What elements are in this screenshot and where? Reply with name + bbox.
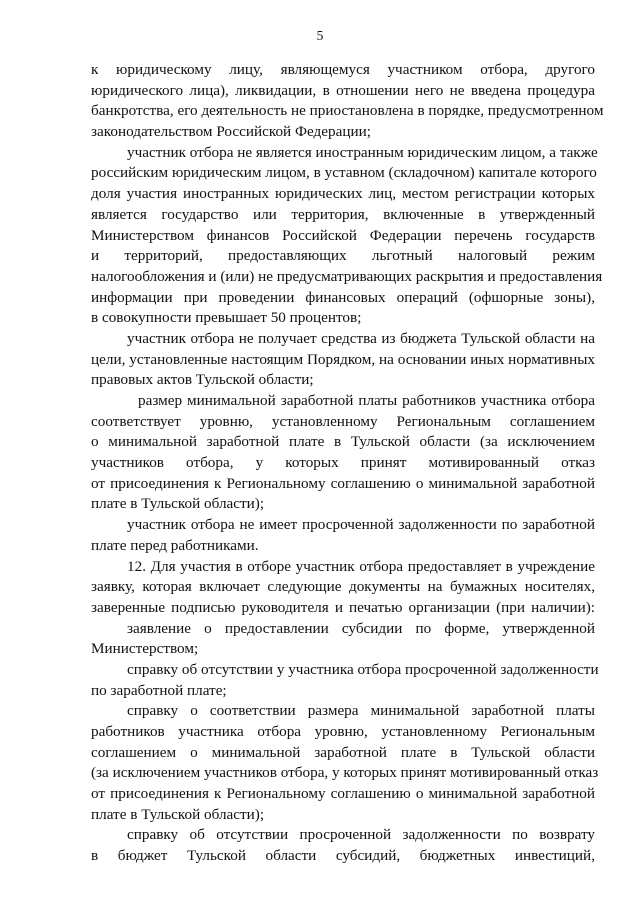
text-line: информации при проведении финансовых операций (офшорные зоны), xyxy=(91,288,595,306)
text-line: Министерством; xyxy=(91,640,199,658)
text-line: работников участника отбора уровню, установленному Региональным xyxy=(91,723,595,740)
text-line: заверенные подписью руководителя и печатью организации (при наличии): xyxy=(91,598,595,616)
page-number: 5 xyxy=(316,28,324,43)
text-line: справку о соответствии размера минимальной заработной платы xyxy=(127,702,595,720)
text-line: цели, установленные настоящим Порядком, на основании иных нормативных xyxy=(91,350,595,368)
text-line: доля участия иностранных юридических лиц, местом регистрации которых xyxy=(91,185,595,203)
text-line: правовых актов Тульской области; xyxy=(91,371,314,389)
text-line: Министерством финансов Российской Федерации перечень государств xyxy=(91,226,595,244)
text-line: является государство или территория, включенные в утвержденный xyxy=(91,205,595,223)
text-line: и территорий, предоставляющих льготный налоговый режим xyxy=(91,247,595,265)
text-line: 12. Для участия в отборе участник отбора предоставляет в учреждение xyxy=(127,557,595,575)
text-line: законодательством Российской Федерации; xyxy=(91,123,371,141)
text-line: к юридическому лицу, являющемуся участником отбора, другого xyxy=(91,61,595,78)
text-line: от присоединения к Региональному соглашению о минимальной заработной xyxy=(91,785,595,803)
text-line: заявку, которая включает следующие документы на бумажных носителях, xyxy=(91,578,595,596)
text-line: справку об отсутствии у участника отбора просроченной задолженности xyxy=(127,660,599,678)
text-line: плате в Тульской области); xyxy=(91,495,265,513)
text-line: участник отбора не имеет просроченной задолженности по заработной xyxy=(127,516,595,534)
text-line: от присоединения к Региональному соглашению о минимальной заработной xyxy=(91,474,595,492)
text-line: российским юридическим лицом, в уставном (складочном) капитале которого xyxy=(91,164,597,182)
text-line: налогообложения и (или) не предусматривающих раскрытия и предоставления xyxy=(91,267,603,285)
text-line: соответствует уровню, установленному Региональным соглашением xyxy=(91,412,595,430)
text-line: о минимальной заработной плате в Тульской области (за исключением xyxy=(91,433,595,451)
text-line: соглашением о минимальной заработной плате в Тульской области xyxy=(91,743,595,761)
text-line: банкротства, его деятельность не приостановлена в порядке, предусмотренном xyxy=(91,102,604,120)
text-line: заявление о предоставлении субсидии по форме, утвержденной xyxy=(127,619,595,637)
text-line: плате в Тульской области); xyxy=(91,805,265,823)
text-line: участников отбора, у которых принят мотивированный отказ xyxy=(91,454,595,472)
text-line: юридического лица), ликвидации, в отношении него не введена процедура xyxy=(91,81,595,99)
text-line: участник отбора не является иностранным юридическим лицом, а также xyxy=(127,143,598,161)
text-line: по заработной плате; xyxy=(91,681,227,699)
text-line: (за исключением участников отбора, у которых принят мотивированный отказ xyxy=(91,764,599,782)
text-line: участник отбора не получает средства из бюджета Тульской области на xyxy=(127,329,595,347)
text-line: в бюджет Тульской области субсидий, бюджетных инвестиций, xyxy=(91,847,595,865)
text-line: размер минимальной заработной платы работников участника отбора xyxy=(138,392,595,409)
document-body xyxy=(91,60,604,867)
text-line: плате перед работниками. xyxy=(91,536,259,554)
text-line: справку об отсутствии просроченной задолженности по возврату xyxy=(127,826,595,844)
text-line: в совокупности превышает 50 процентов; xyxy=(91,309,362,327)
